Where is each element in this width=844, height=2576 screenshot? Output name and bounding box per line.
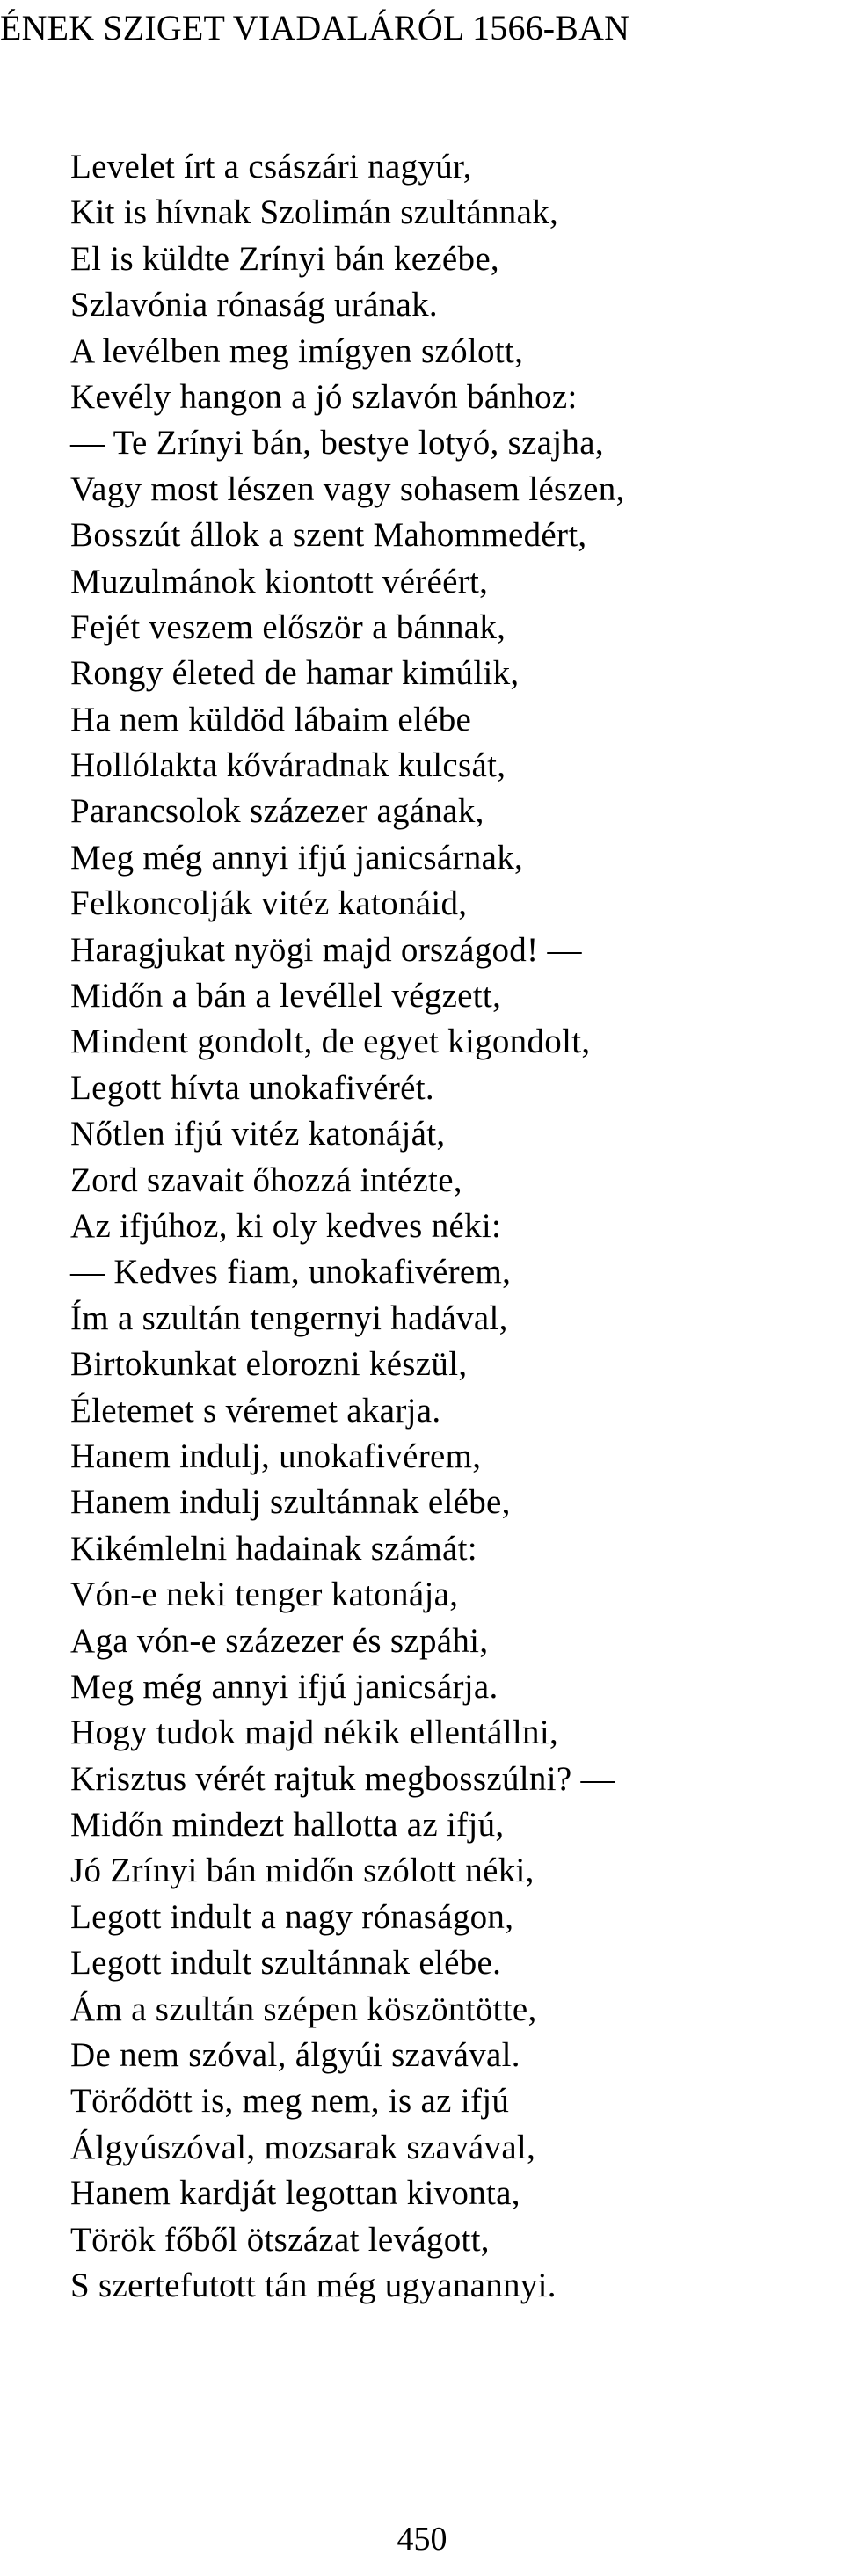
poem-line: Rongy életed de hamar kimúlik,	[70, 654, 520, 693]
poem-line: Parancsolok százezer agának,	[70, 792, 484, 831]
poem-line: Legott indult szultánnak elébe.	[70, 1944, 502, 1983]
poem-line: Hanem indulj, unokafivérem,	[70, 1437, 482, 1475]
poem-line: — Kedves fiam, unokafivérem,	[70, 1253, 512, 1292]
poem-line: Krisztus vérét rajtuk megbosszúlni? —	[70, 1759, 615, 1798]
poem-line: Aga vón-e százezer és szpáhi,	[70, 1621, 489, 1660]
poem-line: Jó Zrínyi bán midőn szólott néki,	[70, 1852, 535, 1890]
poem-line: Fejét veszem először a bánnak,	[70, 608, 506, 646]
poem-line: Kikémlelni hadainak számát:	[70, 1529, 477, 1568]
poem-line: Bosszút állok a szent Mahommedért,	[70, 516, 587, 555]
poem-line: A levélben meg imígyen szólott,	[70, 331, 524, 370]
poem-line: Ám a szultán szépen köszöntötte,	[70, 1990, 537, 2028]
poem-line: S szertefutott tán még ugyanannyi.	[70, 2266, 557, 2304]
poem-line: Legott hívta unokafivérét.	[70, 1068, 434, 1107]
poem-line: Meg még annyi ifjú janicsárnak,	[70, 838, 524, 877]
poem-line: Hogy tudok majd nékik ellentállni,	[70, 1714, 559, 1752]
page-number: 450	[397, 2521, 447, 2558]
poem-line: Vón-e neki tenger katonája,	[70, 1575, 459, 1614]
poem-line: Midőn mindezt hallotta az ifjú,	[70, 1806, 505, 1845]
poem-line: Hollólakta kőváradnak kulcsát,	[70, 746, 506, 785]
running-head: ÉNEK SZIGET VIADALÁRÓL 1566-BAN	[0, 8, 630, 47]
poem-line: Szlavónia rónaság urának.	[70, 286, 438, 324]
poem-line: Levelet írt a császári nagyúr,	[70, 148, 472, 186]
poem-line: Muzulmánok kiontott véréért,	[70, 562, 489, 600]
poem-line: Az ifjúhoz, ki oly kedves néki:	[70, 1206, 502, 1245]
poem-line: Kevély hangon a jó szlavón bánhoz:	[70, 377, 578, 416]
poem-line: Birtokunkat elorozni készül,	[70, 1345, 468, 1384]
poem-line: Felkoncolják vitéz katonáid,	[70, 884, 468, 923]
poem-line: Legott indult a nagy rónaságon,	[70, 1897, 514, 1936]
poem-line: Mindent gondolt, de egyet kigondolt,	[70, 1022, 591, 1061]
poem-line: Törődött is, meg nem, is az ifjú	[70, 2082, 510, 2121]
poem-line: Török főből ötszázat levágott,	[70, 2220, 490, 2259]
poem-line: Kit is hívnak Szolimán szultánnak,	[70, 193, 559, 232]
poem-line: Zord szavait őhozzá intézte,	[70, 1161, 462, 1199]
poem-line: Életemet s véremet akarja.	[70, 1391, 441, 1430]
poem-line: Meg még annyi ifjú janicsárja.	[70, 1667, 498, 1706]
poem-line: — Te Zrínyi bán, bestye lotyó, szajha,	[70, 424, 604, 462]
poem-line: Midőn a bán a levéllel végzett,	[70, 977, 502, 1015]
poem-line: Nőtlen ifjú vitéz katonáját,	[70, 1115, 446, 1153]
poem-line: Álgyúszóval, mozsarak szavával,	[70, 2128, 536, 2166]
poem-line: Haragjukat nyögi majd országod! —	[70, 930, 582, 969]
poem-line: El is küldte Zrínyi bán kezébe,	[70, 239, 499, 278]
poem-line: Ím a szultán tengernyi hadával,	[70, 1299, 508, 1337]
poem-line: De nem szóval, álgyúi szavával.	[70, 2036, 520, 2075]
poem-line: Ha nem küldöd lábaim elébe	[70, 700, 472, 739]
poem-text	[70, 144, 835, 2309]
poem-line: Vagy most lészen vagy sohasem lészen,	[70, 469, 625, 508]
poem-line: Hanem kardját legottan kivonta,	[70, 2174, 520, 2213]
poem-line: Hanem indulj szultánnak elébe,	[70, 1483, 511, 1522]
